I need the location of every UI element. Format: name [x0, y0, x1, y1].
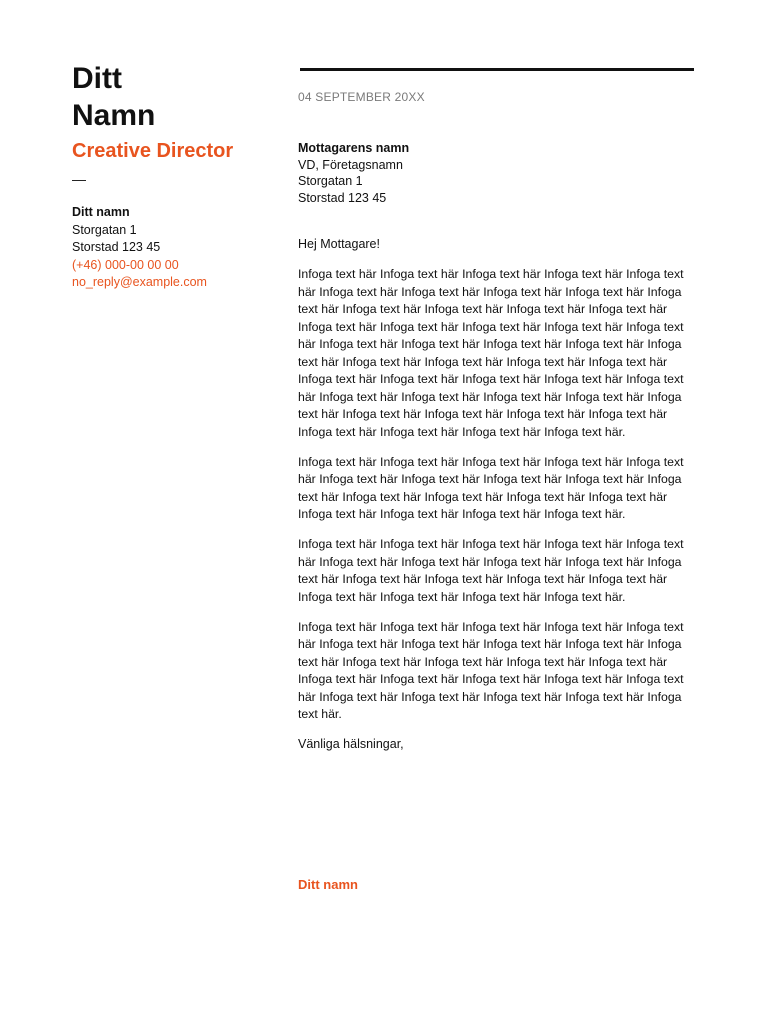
recipient-city: Storstad 123 45	[298, 190, 387, 205]
letter-closing: Vänliga hälsningar,	[298, 737, 404, 751]
sender-contact-block	[72, 204, 272, 292]
sender-street: Storgatan 1	[72, 222, 137, 237]
body-paragraph: Infoga text här Infoga text här Infoga text här Infoga text här Infoga text här Infoga text här Infoga text här Infoga text här Infoga text här Infoga text här Infoga text här Infoga text här Infoga text här Infoga text här Infoga text här Infoga text här Infoga text här Infoga text här.	[298, 537, 684, 604]
sender-job-title: Creative Director	[72, 140, 234, 162]
letter-date: 04 SEPTEMBER 20XX	[298, 90, 425, 104]
body-paragraph: Infoga text här Infoga text här Infoga text här Infoga text här Infoga text här Infoga text här Infoga text här Infoga text här Infoga text här Infoga text här Infoga text här Infoga text här Infoga text här Infoga text här Infoga text här Infoga text här Infoga text här Infoga text här.	[298, 454, 684, 521]
body-paragraph: Infoga text här Infoga text här Infoga text här Infoga text här Infoga text här Infoga text här Infoga text här Infoga text här Infoga text här Infoga text här Infoga text här Infoga text här Infoga text här Infoga text här Infoga text här Infoga text här Infoga text här Infoga text här Infoga text här Infoga text här Infoga text här Infoga text här Infoga text här Infoga text här Infoga text här Infoga text här Infoga text här Infoga text här Infoga text här Infoga text här Infoga text här Infoga text här Infoga text här Infoga text här Infoga text här Infoga text här Infoga text här Infoga text här Infoga text här Infoga text här Infoga text här Infoga text här Infoga text här Infoga text här Infoga text här Infoga text här.	[298, 267, 684, 439]
sender-phone: (+46) 000-00 00 00	[72, 257, 179, 272]
letter-body	[298, 266, 690, 766]
recipient-street: Storgatan 1	[298, 174, 363, 188]
body-paragraph: Infoga text här Infoga text här Infoga text här Infoga text här Infoga text här Infoga text här Infoga text här Infoga text här Infoga text här Infoga text här Infoga text här Infoga text här Infoga text här Infoga text här Infoga text här Infoga text här Infoga text här Infoga text här Infoga text här Infoga text här Infoga text här Infoga text här Infoga text här Infoga text här.	[298, 619, 684, 721]
sender-last-name: Namn	[72, 99, 156, 132]
sender-city: Storstad 123 45	[72, 240, 161, 255]
sender-email: no_reply@example.com	[72, 275, 207, 290]
sender-contact-name: Ditt namn	[72, 205, 130, 219]
letter-greeting: Hej Mottagare!	[298, 237, 380, 251]
header-rule	[300, 68, 694, 71]
recipient-block	[298, 140, 409, 206]
letter-signature: Ditt namn	[298, 877, 358, 892]
recipient-name: Mottagarens namn	[298, 141, 410, 155]
sidebar-divider: —	[72, 171, 86, 187]
recipient-title: VD, Företagsnamn	[298, 157, 403, 172]
sender-first-name: Ditt	[72, 62, 122, 95]
sender-sidebar	[72, 60, 272, 292]
